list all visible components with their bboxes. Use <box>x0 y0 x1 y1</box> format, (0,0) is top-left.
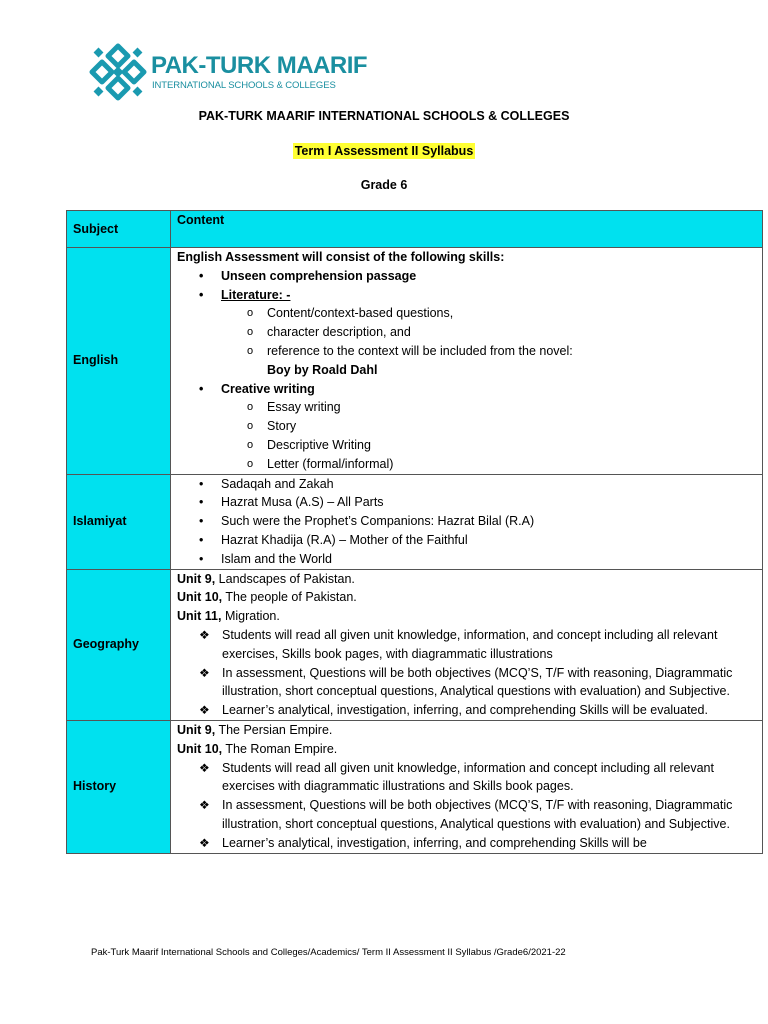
logo-subtitle: INTERNATIONAL SCHOOLS & COLLEGES <box>152 80 336 91</box>
content-history <box>171 720 763 853</box>
unit-line: Unit 10, The Roman Empire. <box>177 741 338 756</box>
list-item: o Descriptive Writing <box>177 436 756 455</box>
list-item: • Islam and the World <box>177 550 756 569</box>
page-footer: Pak-Turk Maarif International Schools and Colleges/Academics/ Term II Assessment II Syllabus /Grade6/2021-22 <box>91 947 566 958</box>
english-intro: English Assessment will consist of the following skills: <box>177 250 505 264</box>
table-row-history <box>67 720 763 853</box>
list-item: • Such were the Prophet’s Companions: Hazrat Bilal (R.A) <box>177 512 756 531</box>
list-item: ❖ In assessment, Questions will be both objectives (MCQ’S, T/F with reasoning, Diagrammatic illustration, short conceptual questions, Analytical questions with evaluation) and Subjective. <box>177 796 756 834</box>
term-title-text: Term I Assessment II Syllabus <box>294 144 474 158</box>
table-header-row <box>67 211 763 248</box>
list-item: • Sadaqah and Zakah <box>177 475 756 494</box>
list-item: ❖ Learner’s analytical, investigation, inferring, and comprehending Skills will be evaluated. <box>177 701 756 720</box>
content-islamiyat <box>171 474 763 569</box>
school-title: PAK-TURK MAARIF INTERNATIONAL SCHOOLS & COLLEGES <box>198 109 570 123</box>
table-row-islamiyat <box>67 474 763 569</box>
list-item: o reference to the context will be included from the novel: <box>177 342 756 361</box>
unit-line: Unit 9, Landscapes of Pakistan. <box>177 571 355 586</box>
header-content: Content <box>171 211 763 248</box>
term-title <box>0 144 768 158</box>
list-item: ❖ In assessment, Questions will be both objectives (MCQ’S, T/F with reasoning, Diagrammatic illustration, short conceptual questions, Analytical questions with evaluation) and Subjective. <box>177 664 756 702</box>
unit-line: Unit 10, The people of Pakistan. <box>177 590 357 605</box>
list-item: o character description, and <box>177 323 756 342</box>
unit-line: Unit 9, The Persian Empire. <box>177 722 333 737</box>
school-logo <box>88 42 368 108</box>
list-item: o Letter (formal/informal) <box>177 455 756 474</box>
header-subject: Subject <box>67 211 171 248</box>
content-geography <box>171 569 763 720</box>
table-row-geography <box>67 569 763 720</box>
list-item: o Story <box>177 417 756 436</box>
list-item: • Hazrat Musa (A.S) – All Parts <box>177 493 756 512</box>
maarif-emblem-icon <box>88 42 148 102</box>
content-english <box>171 248 763 475</box>
subject-history: History <box>67 720 171 853</box>
grade-title: Grade 6 <box>360 178 408 192</box>
table-row-english <box>67 248 763 475</box>
subject-geography: Geography <box>67 569 171 720</box>
subject-english: English <box>67 248 171 475</box>
list-item: ❖ Students will read all given unit knowledge, information, and concept including all relevant exercises, Skills book pages, with diagrammatic illustrations <box>177 626 756 664</box>
list-item: • Literature: - <box>177 286 756 305</box>
list-item: ❖ Students will read all given unit knowledge, information and concept including all relevant exercises with diagrammatic illustrations and Skills book pages. <box>177 759 756 797</box>
list-item: o Essay writing <box>177 398 756 417</box>
unit-line: Unit 11, Migration. <box>177 609 280 624</box>
novel-title: Boy by Roald Dahl <box>267 362 378 377</box>
list-item: • Unseen comprehension passage <box>177 267 756 286</box>
list-item: • Hazrat Khadija (R.A) – Mother of the Faithful <box>177 531 756 550</box>
logo-name: PAK-TURK MAARIF <box>151 52 368 79</box>
list-item: o Content/context-based questions, <box>177 304 756 323</box>
subject-islamiyat: Islamiyat <box>67 474 171 569</box>
list-item: • Creative writing <box>177 380 756 399</box>
list-item: ❖ Learner’s analytical, investigation, inferring, and comprehending Skills will be <box>177 834 756 853</box>
syllabus-table <box>66 210 763 854</box>
